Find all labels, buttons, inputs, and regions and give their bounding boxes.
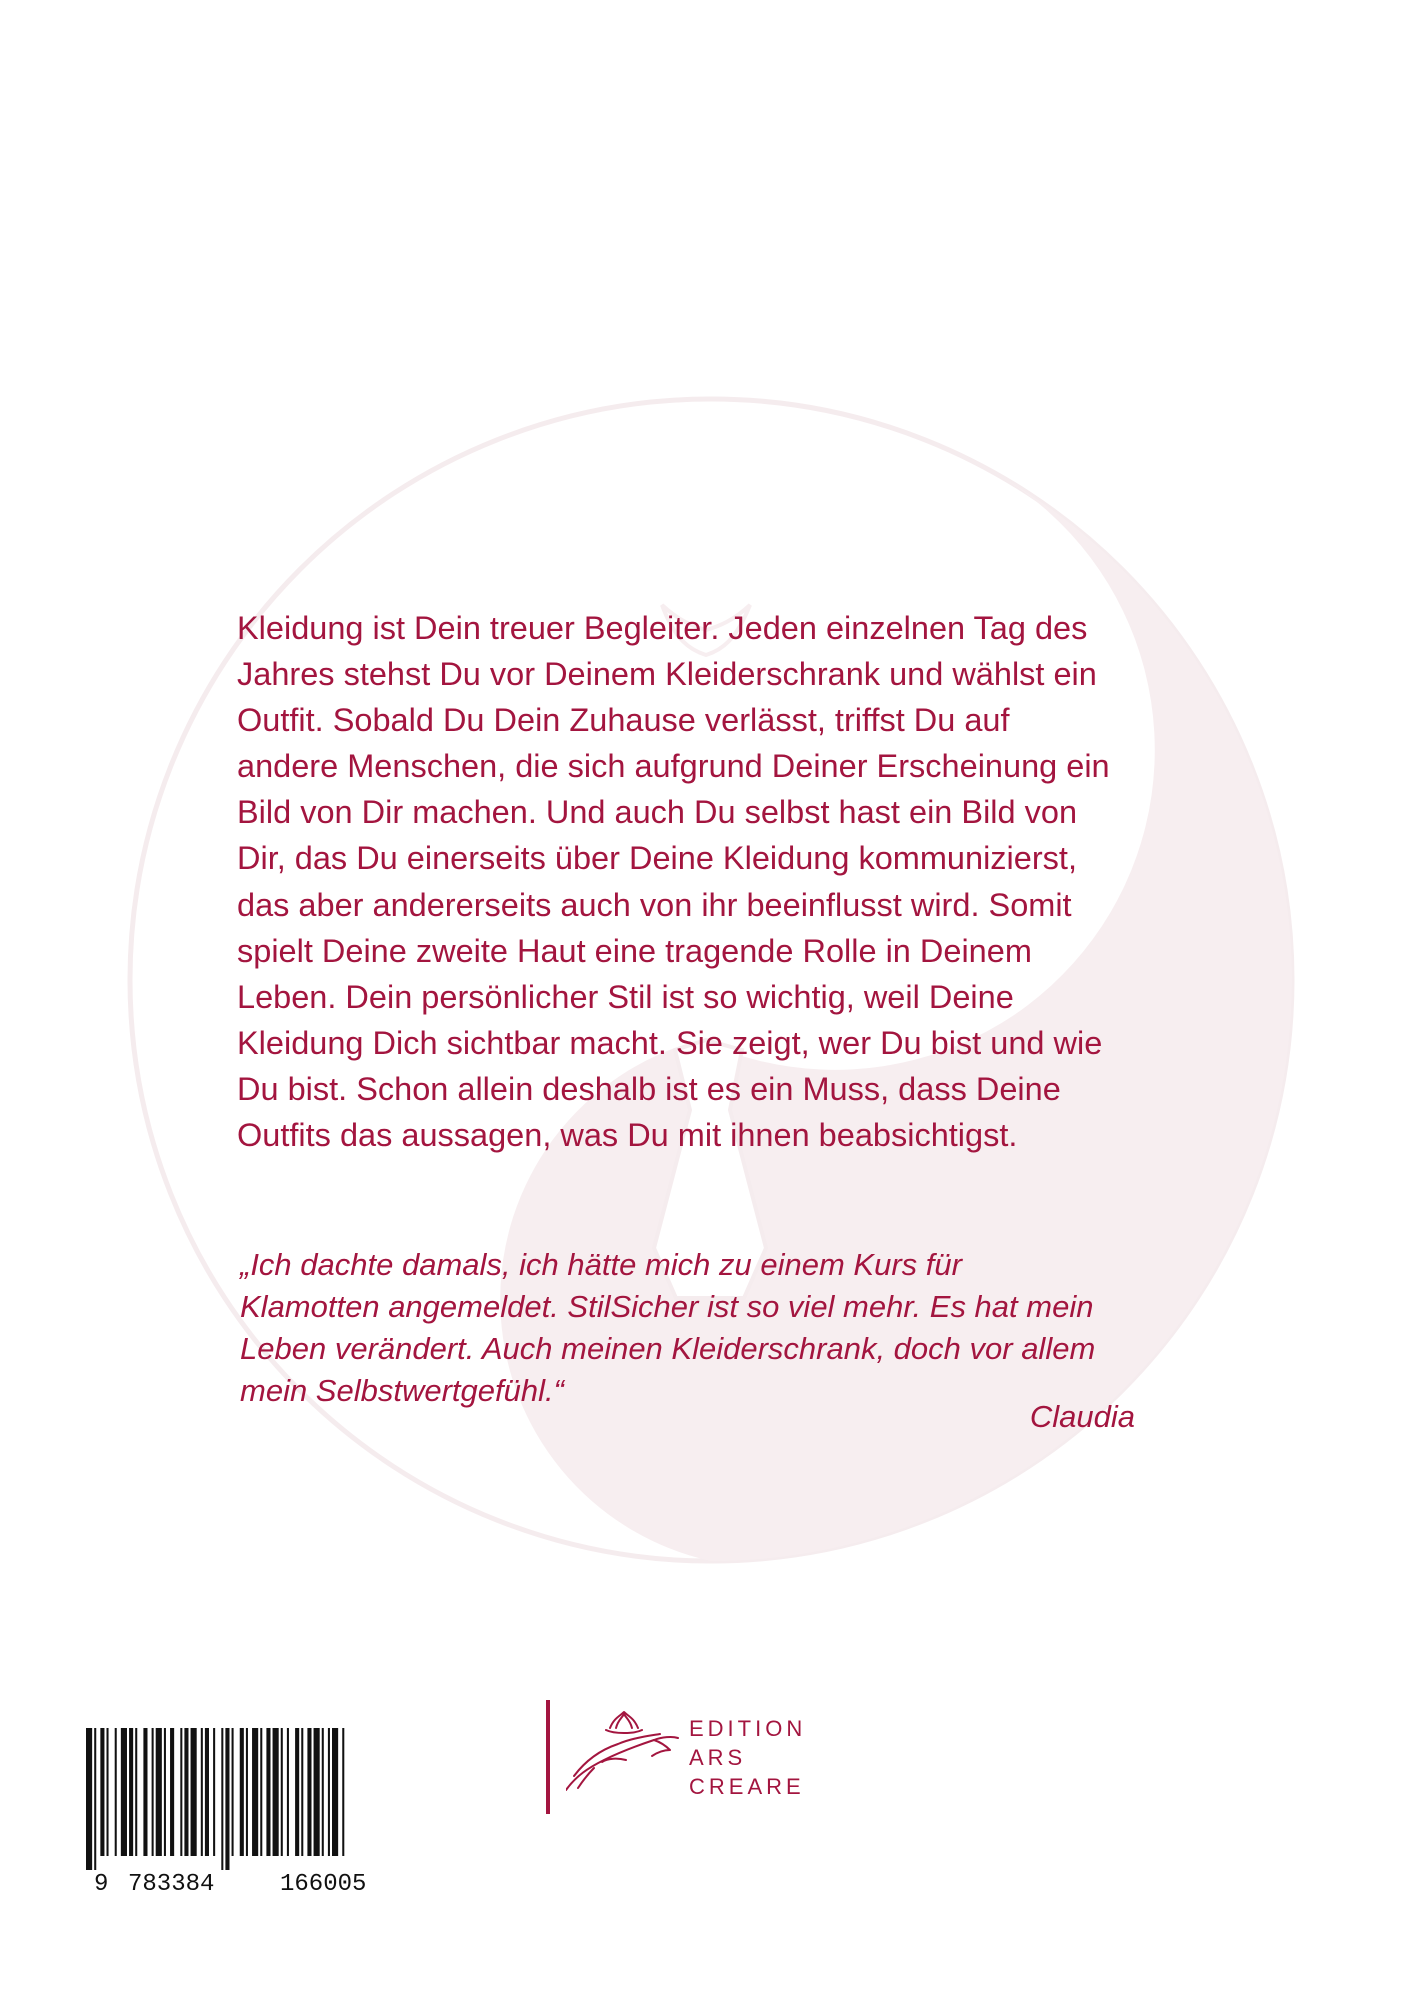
barcode-bar — [273, 1728, 279, 1856]
isbn-barcode — [84, 1728, 415, 1870]
barcode-guard-bar — [221, 1728, 223, 1870]
barcode-bar — [143, 1728, 147, 1856]
barcode-bar — [100, 1728, 104, 1856]
barcode-bar — [252, 1728, 258, 1856]
barcode-bar — [184, 1728, 188, 1856]
barcode-bar — [246, 1728, 248, 1856]
barcode-bar — [115, 1728, 117, 1856]
barcode-bar — [205, 1728, 209, 1856]
barcode-bar — [287, 1728, 289, 1856]
barcode-bar — [191, 1728, 197, 1856]
barcode-bar — [281, 1728, 283, 1856]
isbn-digits — [94, 1868, 406, 1902]
barcode-bar — [201, 1728, 203, 1856]
barcode-bar — [121, 1728, 127, 1856]
barcode-bar — [156, 1728, 162, 1856]
barcode-bar — [266, 1728, 270, 1856]
barcode-bar — [322, 1728, 324, 1856]
barcode-bar — [328, 1728, 330, 1856]
barcode-bar — [107, 1728, 109, 1856]
barcode-guard-bar — [225, 1728, 229, 1870]
publisher-name: EDITION ARS CREARE — [689, 1716, 807, 1799]
barcode-guard-bar — [94, 1728, 96, 1870]
barcode-bar — [213, 1728, 215, 1856]
lotus-hand-icon — [566, 1708, 694, 1792]
isbn-digit-right-group: 166005 — [280, 1871, 367, 1898]
barcode-bar — [260, 1728, 262, 1856]
barcode-bar — [342, 1728, 344, 1856]
barcode-bar — [135, 1728, 137, 1856]
testimonial-quote: „Ich dachte damals, ich hätte mich zu einem Kurs für Klamotten angemeldet. StilSicher ist so viel mehr. Es hat mein Leben verändert. Auch meinen Kleiderschrank, doch vor allem mein Selbstwertgefühl.“ — [240, 1247, 1096, 1408]
barcode-bars-icon — [84, 1728, 415, 1870]
testimonial-author: Claudia — [1029, 1399, 1135, 1434]
barcode-bar — [170, 1728, 174, 1856]
barcode-bar — [240, 1728, 244, 1856]
barcode-bar — [314, 1728, 320, 1856]
publisher-logo — [546, 1700, 816, 1814]
barcode-bar — [295, 1728, 299, 1856]
barcode-bar — [180, 1728, 182, 1856]
barcode-bar — [332, 1728, 338, 1856]
barcode-guard-bar — [86, 1728, 92, 1870]
barcode-bar — [129, 1728, 133, 1856]
barcode-bar — [232, 1728, 234, 1856]
barcode-bar — [301, 1728, 303, 1856]
barcode-bar — [164, 1728, 166, 1856]
publisher-divider — [546, 1700, 550, 1814]
isbn-digit-left-group: 783384 — [128, 1871, 215, 1898]
barcode-bar — [152, 1728, 154, 1856]
blurb-text: Kleidung ist Dein treuer Begleiter. Jeden einzelnen Tag des Jahres stehst Du vor Deinem Kleiderschrank und wählst ein Outfit. Sobald Du Dein Zuhause verlässt, triffst Du auf andere Menschen, die sich aufgrund Deiner Erscheinung ein Bild von Dir machen. Und auch Du selbst hast ein Bild von Dir, das Du einerseits über Deine Kleidung kommunizierst, das aber andererseits auch von ihr beeinflusst wird. Somit spielt Deine zweite Haut eine tragende Rolle in Deinem Leben. Dein persönlicher Stil ist so wichtig, weil Deine Kleidung Dich sichtbar macht. Sie zeigt, wer Du bist und wie Du bist. Schon allein deshalb ist es ein Muss, dass Deine Outfits das aussagen, was Du mit ihnen beabsichtigst. — [237, 610, 1110, 1154]
isbn-digit-prefix: 9 — [94, 1871, 109, 1898]
barcode-bar — [307, 1728, 311, 1856]
